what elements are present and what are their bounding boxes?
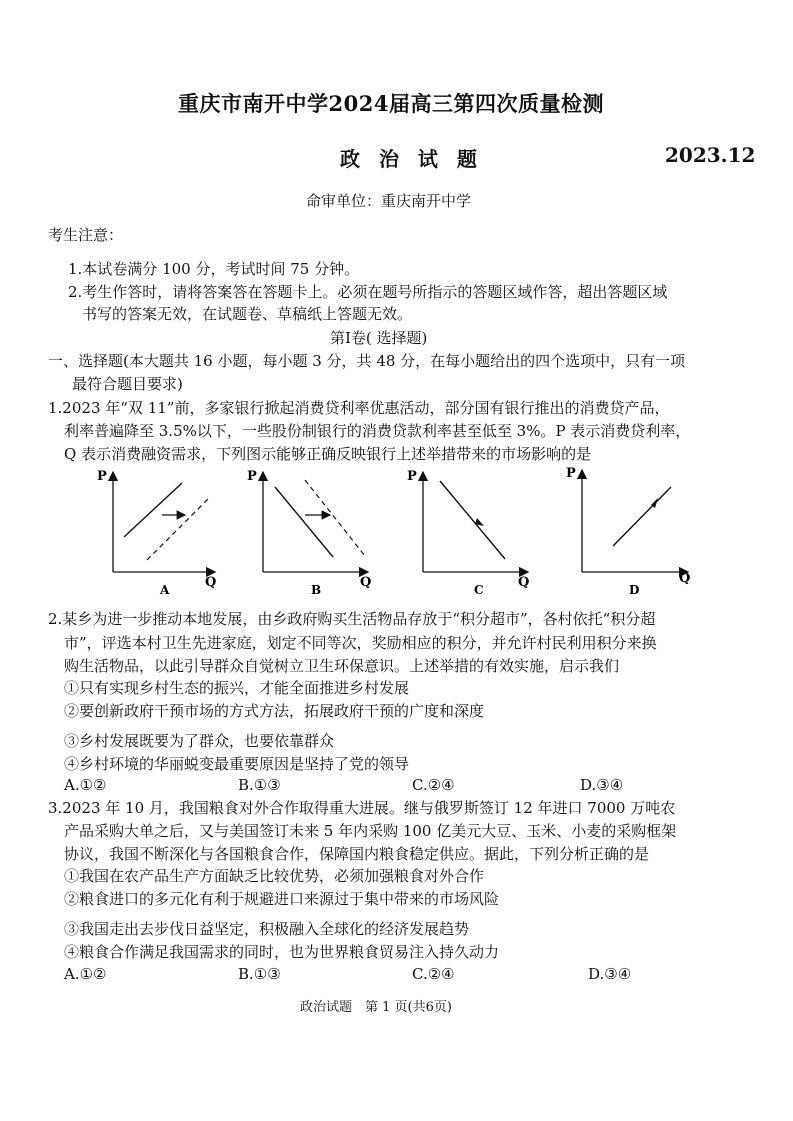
notice-item-2: 2.考生作答时，请将答案答在答题卡上。必须在题号所指示的答题区域作答，超出答题区域 bbox=[68, 283, 668, 301]
q3-option-a: A.①② bbox=[64, 965, 107, 983]
notice-item-1: 1.本试卷满分 100 分，考试时间 75 分钟。 bbox=[68, 260, 360, 278]
graph-a-label: A bbox=[160, 583, 170, 597]
q3-line-1: 3.2023 年 10 月，我国粮食对外合作取得重大进展。继与俄罗斯签订 12 年进口 7000 万吨农 bbox=[48, 799, 676, 817]
q1-line-2: 利率普遍降至 3.5%以下，一些股份制银行的消费贷款利率甚至低至 3%。P 表示消费贷利率， bbox=[64, 422, 691, 440]
q3-statement-3: ③我国走出去步伐日益坚定，积极融入全球化的经济发展趋势 bbox=[64, 920, 470, 938]
q1-graphs bbox=[0, 460, 793, 600]
q2-statement-4: ④乡村环境的华丽蜕变最重要原因是坚持了党的领导 bbox=[64, 755, 410, 773]
graph-a bbox=[97, 469, 216, 597]
q2-line-3: 购生活物品，以此引导群众自觉树立卫生环保意识。上述举措的有效实施，启示我们 bbox=[64, 657, 620, 675]
graph-b bbox=[247, 469, 371, 597]
graph-a-x-label: Q bbox=[205, 575, 217, 590]
graph-c-y-label: P bbox=[407, 469, 417, 484]
q2-statement-2: ②要创新政府干预市场的方式方法，拓展政府干预的广度和深度 bbox=[64, 702, 485, 720]
graph-d bbox=[566, 466, 690, 597]
notice-heading: 考生注意： bbox=[48, 226, 124, 244]
graph-b-x-label: Q bbox=[360, 575, 372, 590]
q3-statement-1: ①我国在农产品生产方面缺乏比较优势，必须加强粮食对外合作 bbox=[64, 867, 485, 885]
section-title-cont: 最符合题目要求) bbox=[72, 375, 183, 393]
author-unit: 命审单位：重庆南开中学 bbox=[306, 192, 472, 210]
q3-option-b: B.①③ bbox=[238, 965, 281, 983]
q2-option-b: B.①③ bbox=[238, 776, 281, 794]
part-title: 第Ⅰ卷( 选择题) bbox=[330, 329, 428, 347]
section-title: 一、选择题(本大题共 16 小题，每小题 3 分，共 48 分，在每小题给出的四个选项中，只有一项 bbox=[48, 352, 686, 370]
graph-b-label: B bbox=[311, 583, 322, 597]
graph-b-y-label: P bbox=[247, 469, 257, 484]
graph-d-x-label: Q bbox=[679, 571, 691, 586]
q1-line-1: 1.2023 年“双 11”前，多家银行掀起消费贷利率优惠活动，部分国有银行推出的消费贷产品， bbox=[48, 399, 670, 417]
graph-d-label: D bbox=[629, 583, 640, 597]
q1-line-3: Q 表示消费融资需求，下列图示能够正确反映银行上述举措带来的市场影响的是 bbox=[64, 445, 592, 463]
exam-date: 2023.12 bbox=[665, 143, 756, 167]
q3-statement-2: ②粮食进口的多元化有利于规避进口来源过于集中带来的市场风险 bbox=[64, 890, 500, 908]
subject-title: 政 治 试 题 bbox=[340, 147, 483, 171]
q3-line-2: 产品采购大单之后，又与美国签订未来 5 年内采购 100 亿美元大豆、玉米、小麦的采购框架 bbox=[64, 822, 677, 840]
graph-c-x-label: Q bbox=[518, 575, 530, 590]
q3-option-c: C.②④ bbox=[412, 965, 455, 983]
q2-statement-1: ①只有实现乡村生态的振兴，才能全面推进乡村发展 bbox=[64, 679, 410, 697]
q2-line-2: 市”，评选本村卫生先进家庭，划定不同等次，奖励相应的积分，并允许村民利用积分来换 bbox=[64, 634, 657, 652]
q3-statement-4: ④粮食合作满足我国需求的同时，也为世界粮食贸易注入持久动力 bbox=[64, 943, 500, 961]
graph-a-y-label: P bbox=[97, 469, 107, 484]
q2-option-c: C.②④ bbox=[412, 776, 455, 794]
notice-item-2-cont: 书写的答案无效，在试题卷、草稿纸上答题无效。 bbox=[82, 305, 413, 323]
q2-option-a: A.①② bbox=[64, 776, 107, 794]
q3-option-d: D.③④ bbox=[588, 965, 632, 983]
q2-line-1: 2.某乡为进一步推动本地发展，由乡政府购买生活物品存放于“积分超市”，各村依托“积分超 bbox=[48, 610, 656, 628]
graph-c-label: C bbox=[474, 583, 484, 597]
graph-d-y-label: P bbox=[566, 466, 576, 481]
exam-title: 重庆市南开中学2024届高三第四次质量检测 bbox=[178, 91, 604, 116]
q3-line-3: 协议，我国不断深化与各国粮食合作，保障国内粮食稳定供应。据此，下列分析正确的是 bbox=[64, 845, 650, 863]
q2-statement-3: ③乡村发展既要为了群众，也要依靠群众 bbox=[64, 732, 335, 750]
page-footer: 政治试题 第 1 页(共6页) bbox=[300, 1000, 452, 1015]
graph-c bbox=[407, 469, 529, 597]
q2-option-d: D.③④ bbox=[580, 776, 624, 794]
